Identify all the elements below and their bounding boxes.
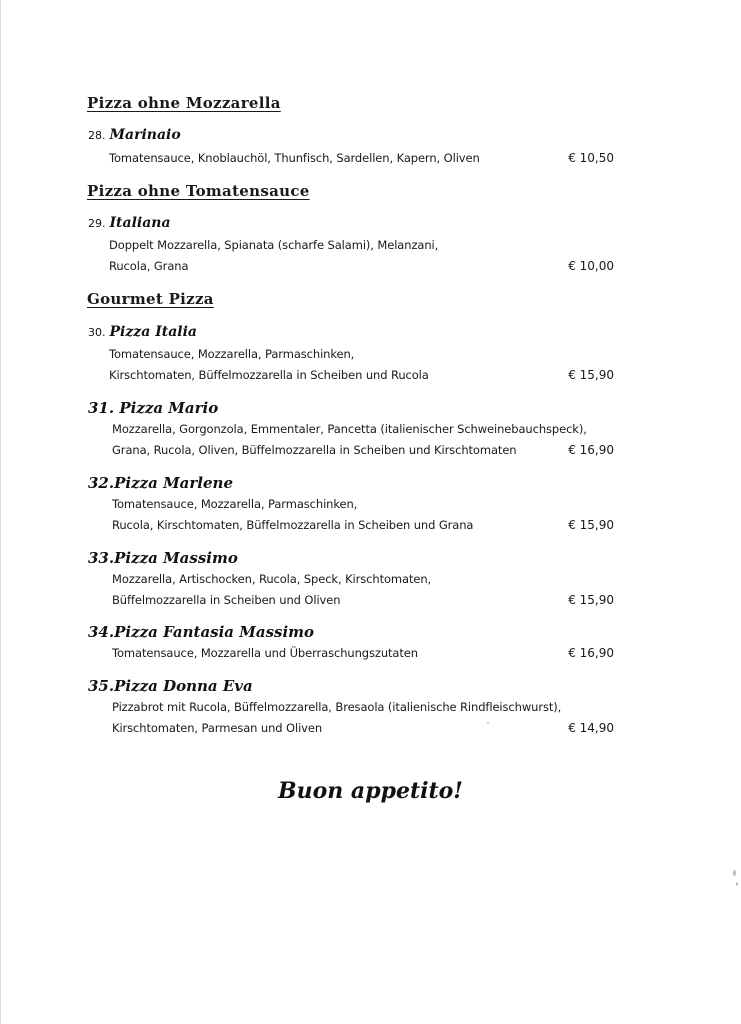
item-number: 30. — [88, 326, 106, 339]
item-title — [88, 474, 233, 492]
item-description: Tomatensauce, Mozzarella, Parmaschinken, — [112, 497, 358, 511]
item-number: 28. — [88, 129, 106, 142]
item-description: Tomatensauce, Mozzarella und Überraschungszutaten — [112, 646, 418, 660]
item-description: Grana, Rucola, Oliven, Büffelmozzarella in Scheiben und Kirschtomaten — [112, 443, 517, 457]
item-title — [88, 549, 238, 567]
item-price: € 15,90 — [568, 368, 614, 382]
scan-edge — [0, 0, 1, 1024]
item-description: Doppelt Mozzarella, Spianata (scharfe Salami), Melanzani, — [109, 238, 439, 252]
item-number: 31. — [88, 399, 115, 417]
item-number: 33. — [88, 549, 115, 567]
item-price: € 10,50 — [568, 151, 614, 165]
section-title-pizza-ohne-mozzarella: Pizza ohne Mozzarella — [87, 94, 281, 112]
item-description: Kirschtomaten, Büffelmozzarella in Scheiben und Rucola — [109, 368, 429, 382]
scan-speck — [736, 882, 738, 886]
item-name: Pizza Mario — [119, 399, 219, 417]
item-name: Pizza Donna Eva — [114, 677, 253, 695]
item-name: Pizza Fantasia Massimo — [114, 623, 315, 641]
item-name: Pizza Marlene — [114, 474, 233, 492]
item-name: Pizza Massimo — [114, 549, 238, 567]
scan-speck — [733, 870, 736, 876]
item-price: € 14,90 — [568, 721, 614, 735]
scan-speck — [487, 722, 489, 724]
item-price: € 15,90 — [568, 518, 614, 532]
item-price: € 16,90 — [568, 443, 614, 457]
item-title — [88, 324, 197, 340]
section-title-pizza-ohne-tomatensauce: Pizza ohne Tomatensauce — [87, 182, 310, 200]
item-price: € 15,90 — [568, 593, 614, 607]
item-description: Büffelmozzarella in Scheiben und Oliven — [112, 593, 341, 607]
item-title — [88, 677, 253, 695]
item-price: € 10,00 — [568, 259, 614, 273]
section-title-gourmet-pizza: Gourmet Pizza — [87, 290, 214, 308]
item-description: Tomatensauce, Knoblauchöl, Thunfisch, Sardellen, Kapern, Oliven — [109, 151, 480, 165]
item-description: Mozzarella, Gorgonzola, Emmentaler, Pancetta (italienischer Schweinebauchspeck), — [112, 422, 587, 436]
item-description: Rucola, Kirschtomaten, Büffelmozzarella in Scheiben und Grana — [112, 518, 474, 532]
item-number: 35. — [88, 677, 115, 695]
item-title — [88, 127, 181, 143]
item-description: Pizzabrot mit Rucola, Büffelmozzarella, Bresaola (italienische Rindfleischwurst), — [112, 700, 562, 714]
item-price: € 16,90 — [568, 646, 614, 660]
item-title — [88, 623, 314, 641]
item-description: Tomatensauce, Mozzarella, Parmaschinken, — [109, 347, 355, 361]
closing-greeting: Buon appetito! — [278, 778, 463, 804]
item-description: Mozzarella, Artischocken, Rucola, Speck, Kirschtomaten, — [112, 572, 432, 586]
item-title — [88, 399, 218, 417]
item-name: Italiana — [109, 215, 171, 231]
item-number: 34. — [88, 623, 115, 641]
item-description: Kirschtomaten, Parmesan und Oliven — [112, 721, 323, 735]
item-name: Marinaio — [109, 127, 181, 143]
item-number: 32. — [88, 474, 115, 492]
item-number: 29. — [88, 217, 106, 230]
item-title — [88, 215, 171, 231]
item-description: Rucola, Grana — [109, 259, 189, 273]
item-name: Pizza Italia — [109, 324, 197, 340]
